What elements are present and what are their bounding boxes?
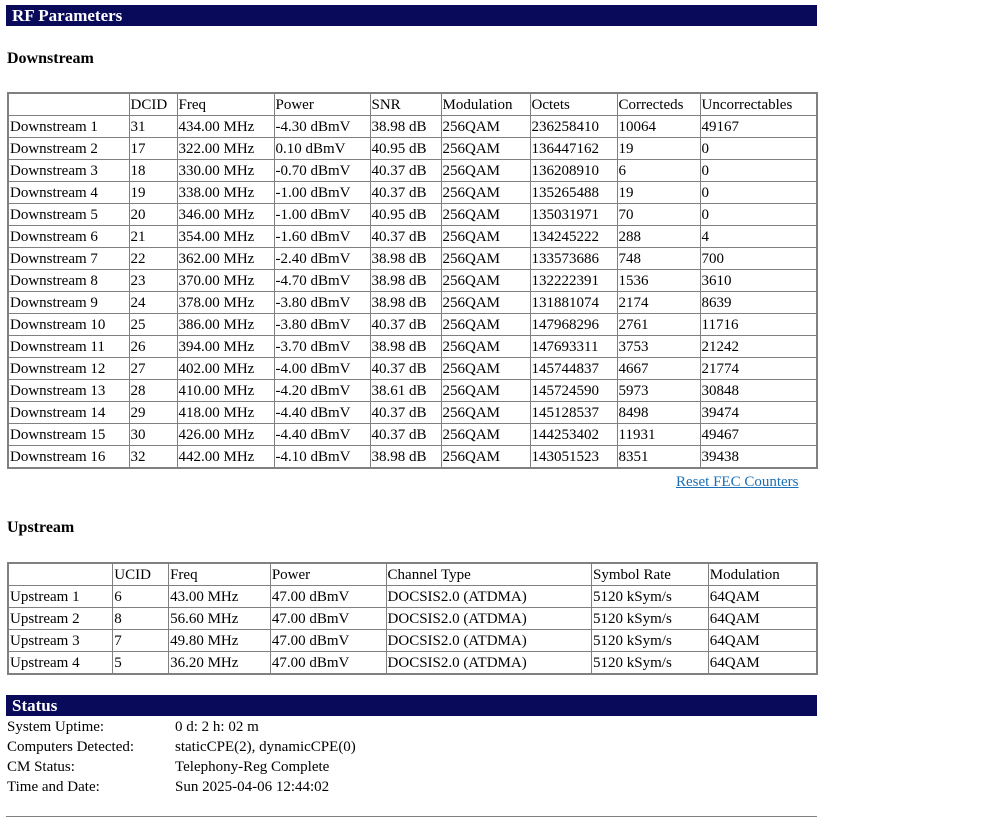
table-cell: Downstream 15	[8, 424, 129, 446]
upstream-column-header: Freq	[169, 563, 271, 586]
table-cell: 24	[129, 292, 177, 314]
downstream-column-header: Correcteds	[617, 93, 700, 116]
table-cell: 3753	[617, 336, 700, 358]
status-label: System Uptime:	[7, 719, 105, 735]
table-cell: 4667	[617, 358, 700, 380]
upstream-heading: Upstream	[7, 519, 75, 536]
table-cell: 28	[129, 380, 177, 402]
table-cell: Downstream 12	[8, 358, 129, 380]
table-cell: 1536	[617, 270, 700, 292]
table-cell: 38.98 dB	[370, 292, 441, 314]
table-cell: 256QAM	[441, 204, 530, 226]
table-cell: Downstream 8	[8, 270, 129, 292]
table-cell: 32	[129, 446, 177, 469]
table-row	[8, 402, 817, 424]
table-cell: 288	[617, 226, 700, 248]
table-row	[8, 270, 817, 292]
table-cell: 362.00 MHz	[177, 248, 274, 270]
table-cell: Downstream 1	[8, 116, 129, 138]
table-cell: 7	[113, 630, 169, 652]
table-cell: Downstream 9	[8, 292, 129, 314]
table-cell: 5120 kSym/s	[592, 630, 709, 652]
downstream-table	[7, 92, 818, 469]
table-cell: 0	[700, 138, 817, 160]
table-cell: -4.20 dBmV	[274, 380, 370, 402]
table-cell: 49.80 MHz	[169, 630, 271, 652]
table-cell: 64QAM	[708, 586, 817, 608]
table-cell: 0.10 dBmV	[274, 138, 370, 160]
table-cell: -1.00 dBmV	[274, 204, 370, 226]
table-row	[8, 652, 817, 675]
table-cell: 22	[129, 248, 177, 270]
table-cell: 47.00 dBmV	[270, 608, 386, 630]
table-cell: 64QAM	[708, 652, 817, 675]
table-cell: 19	[617, 182, 700, 204]
table-cell: 38.98 dB	[370, 336, 441, 358]
table-cell: -3.80 dBmV	[274, 314, 370, 336]
table-cell: 135265488	[530, 182, 617, 204]
table-cell: 132222391	[530, 270, 617, 292]
table-row	[8, 226, 817, 248]
table-cell: 17	[129, 138, 177, 160]
table-cell: 8	[113, 608, 169, 630]
table-cell: 21774	[700, 358, 817, 380]
table-cell: 43.00 MHz	[169, 586, 271, 608]
table-cell: 131881074	[530, 292, 617, 314]
table-cell: 145744837	[530, 358, 617, 380]
table-cell: 40.37 dB	[370, 358, 441, 380]
table-cell: -1.60 dBmV	[274, 226, 370, 248]
table-cell: Upstream 1	[8, 586, 113, 608]
table-cell: 56.60 MHz	[169, 608, 271, 630]
table-cell: 386.00 MHz	[177, 314, 274, 336]
table-cell: 256QAM	[441, 402, 530, 424]
table-row	[8, 630, 817, 652]
table-cell: 147968296	[530, 314, 617, 336]
table-cell: 3610	[700, 270, 817, 292]
table-cell: 0	[700, 160, 817, 182]
table-cell: -2.40 dBmV	[274, 248, 370, 270]
table-cell: 147693311	[530, 336, 617, 358]
table-row	[8, 248, 817, 270]
table-cell: 21242	[700, 336, 817, 358]
table-cell: DOCSIS2.0 (ATDMA)	[386, 652, 591, 675]
table-row	[8, 138, 817, 160]
table-cell: -4.00 dBmV	[274, 358, 370, 380]
table-cell: Downstream 11	[8, 336, 129, 358]
table-cell: 330.00 MHz	[177, 160, 274, 182]
table-cell: 40.37 dB	[370, 182, 441, 204]
table-cell: 8351	[617, 446, 700, 469]
table-cell: 47.00 dBmV	[270, 586, 386, 608]
table-cell: 11716	[700, 314, 817, 336]
table-cell: 134245222	[530, 226, 617, 248]
reset-fec-counters-link[interactable]: Reset FEC Counters	[676, 474, 799, 490]
table-cell: 354.00 MHz	[177, 226, 274, 248]
table-row	[8, 446, 817, 469]
table-cell: Downstream 2	[8, 138, 129, 160]
upstream-column-header: Symbol Rate	[592, 563, 709, 586]
downstream-heading: Downstream	[7, 50, 94, 67]
table-cell: 49467	[700, 424, 817, 446]
table-row	[8, 380, 817, 402]
table-cell: 256QAM	[441, 336, 530, 358]
table-cell: Downstream 16	[8, 446, 129, 469]
table-cell: 256QAM	[441, 226, 530, 248]
table-cell: 40.37 dB	[370, 226, 441, 248]
table-cell: 256QAM	[441, 314, 530, 336]
status-value: staticCPE(2), dynamicCPE(0)	[175, 739, 356, 755]
table-cell: 256QAM	[441, 270, 530, 292]
table-cell: DOCSIS2.0 (ATDMA)	[386, 586, 591, 608]
upstream-table	[7, 562, 818, 675]
table-cell: 426.00 MHz	[177, 424, 274, 446]
table-cell: 38.98 dB	[370, 248, 441, 270]
downstream-column-header: Freq	[177, 93, 274, 116]
table-cell: 47.00 dBmV	[270, 630, 386, 652]
table-row	[8, 204, 817, 226]
table-cell: 5120 kSym/s	[592, 608, 709, 630]
table-cell: 21	[129, 226, 177, 248]
table-cell: 700	[700, 248, 817, 270]
status-value: Telephony-Reg Complete	[175, 759, 330, 775]
table-cell: 31	[129, 116, 177, 138]
table-cell: -3.80 dBmV	[274, 292, 370, 314]
table-cell: 39474	[700, 402, 817, 424]
table-cell: 5120 kSym/s	[592, 586, 709, 608]
table-cell: 322.00 MHz	[177, 138, 274, 160]
table-cell: 418.00 MHz	[177, 402, 274, 424]
status-value: 0 d: 2 h: 02 m	[175, 719, 259, 735]
table-cell: 338.00 MHz	[177, 182, 274, 204]
table-cell: 19	[617, 138, 700, 160]
table-cell: 5	[113, 652, 169, 675]
table-cell: 36.20 MHz	[169, 652, 271, 675]
table-cell: Upstream 2	[8, 608, 113, 630]
table-cell: 6	[113, 586, 169, 608]
table-cell: Downstream 3	[8, 160, 129, 182]
table-cell: 40.95 dB	[370, 204, 441, 226]
status-header: Status	[6, 695, 817, 716]
table-cell: Downstream 5	[8, 204, 129, 226]
upstream-header-row	[8, 563, 817, 586]
table-cell: 145128537	[530, 402, 617, 424]
table-cell: Downstream 6	[8, 226, 129, 248]
status-label: Time and Date:	[7, 779, 100, 795]
table-cell: 6	[617, 160, 700, 182]
table-cell: 135031971	[530, 204, 617, 226]
downstream-column-header: Octets	[530, 93, 617, 116]
table-cell: 370.00 MHz	[177, 270, 274, 292]
table-cell: 5973	[617, 380, 700, 402]
table-cell: 256QAM	[441, 248, 530, 270]
table-cell: 40.37 dB	[370, 424, 441, 446]
table-cell: 27	[129, 358, 177, 380]
table-cell: 38.98 dB	[370, 116, 441, 138]
table-cell: 5120 kSym/s	[592, 652, 709, 675]
table-cell: 25	[129, 314, 177, 336]
table-cell: 40.37 dB	[370, 402, 441, 424]
table-cell: 136208910	[530, 160, 617, 182]
table-cell: 4	[700, 226, 817, 248]
table-cell: 0	[700, 204, 817, 226]
table-cell: 143051523	[530, 446, 617, 469]
table-cell: Upstream 3	[8, 630, 113, 652]
table-cell: 40.37 dB	[370, 160, 441, 182]
table-row	[8, 586, 817, 608]
table-cell: 256QAM	[441, 116, 530, 138]
table-cell: 2174	[617, 292, 700, 314]
table-cell: 19	[129, 182, 177, 204]
table-cell: DOCSIS2.0 (ATDMA)	[386, 608, 591, 630]
table-cell: 64QAM	[708, 608, 817, 630]
table-cell: 26	[129, 336, 177, 358]
table-cell: 47.00 dBmV	[270, 652, 386, 675]
table-cell: 256QAM	[441, 182, 530, 204]
table-cell: 30	[129, 424, 177, 446]
table-cell: 346.00 MHz	[177, 204, 274, 226]
table-cell: -3.70 dBmV	[274, 336, 370, 358]
table-row	[8, 424, 817, 446]
bottom-divider	[6, 816, 817, 817]
table-row	[8, 292, 817, 314]
table-cell: 29	[129, 402, 177, 424]
downstream-header-row	[8, 93, 817, 116]
table-cell: 256QAM	[441, 292, 530, 314]
table-cell: 70	[617, 204, 700, 226]
downstream-column-header: Modulation	[441, 93, 530, 116]
table-cell: 38.61 dB	[370, 380, 441, 402]
table-cell: 40.95 dB	[370, 138, 441, 160]
table-row	[8, 358, 817, 380]
rf-parameters-header: RF Parameters	[6, 5, 817, 26]
table-cell: 136447162	[530, 138, 617, 160]
table-cell: 236258410	[530, 116, 617, 138]
table-cell: 64QAM	[708, 630, 817, 652]
table-row	[8, 182, 817, 204]
table-cell: DOCSIS2.0 (ATDMA)	[386, 630, 591, 652]
downstream-column-header: DCID	[129, 93, 177, 116]
table-cell: 38.98 dB	[370, 270, 441, 292]
downstream-column-header: SNR	[370, 93, 441, 116]
table-row	[8, 160, 817, 182]
table-cell: 30848	[700, 380, 817, 402]
upstream-column-header	[8, 563, 113, 586]
table-cell: 434.00 MHz	[177, 116, 274, 138]
table-cell: -4.40 dBmV	[274, 402, 370, 424]
table-cell: 20	[129, 204, 177, 226]
table-row	[8, 314, 817, 336]
downstream-column-header: Uncorrectables	[700, 93, 817, 116]
table-cell: 410.00 MHz	[177, 380, 274, 402]
table-cell: 23	[129, 270, 177, 292]
upstream-column-header: Modulation	[708, 563, 817, 586]
table-row	[8, 116, 817, 138]
table-cell: 11931	[617, 424, 700, 446]
status-value: Sun 2025-04-06 12:44:02	[175, 779, 330, 795]
table-cell: 0	[700, 182, 817, 204]
table-cell: 256QAM	[441, 446, 530, 469]
table-cell: 39438	[700, 446, 817, 469]
status-label: Computers Detected:	[7, 739, 135, 755]
table-cell: 2761	[617, 314, 700, 336]
table-row	[8, 608, 817, 630]
table-cell: 8498	[617, 402, 700, 424]
table-cell: Downstream 13	[8, 380, 129, 402]
table-cell: 144253402	[530, 424, 617, 446]
table-cell: Downstream 4	[8, 182, 129, 204]
table-cell: 145724590	[530, 380, 617, 402]
table-cell: 49167	[700, 116, 817, 138]
table-cell: 378.00 MHz	[177, 292, 274, 314]
upstream-column-header: UCID	[113, 563, 169, 586]
table-cell: -4.40 dBmV	[274, 424, 370, 446]
table-cell: Upstream 4	[8, 652, 113, 675]
table-cell: Downstream 7	[8, 248, 129, 270]
downstream-column-header: Power	[274, 93, 370, 116]
table-cell: Downstream 14	[8, 402, 129, 424]
table-cell: 748	[617, 248, 700, 270]
table-cell: 38.98 dB	[370, 446, 441, 469]
table-cell: 10064	[617, 116, 700, 138]
table-row	[8, 336, 817, 358]
table-cell: 256QAM	[441, 160, 530, 182]
table-cell: 442.00 MHz	[177, 446, 274, 469]
table-cell: 40.37 dB	[370, 314, 441, 336]
table-cell: 256QAM	[441, 358, 530, 380]
table-cell: -4.10 dBmV	[274, 446, 370, 469]
table-cell: -4.70 dBmV	[274, 270, 370, 292]
table-cell: -1.00 dBmV	[274, 182, 370, 204]
upstream-column-header: Channel Type	[386, 563, 591, 586]
table-cell: 256QAM	[441, 424, 530, 446]
table-cell: 18	[129, 160, 177, 182]
table-cell: 256QAM	[441, 138, 530, 160]
status-label: CM Status:	[7, 759, 75, 775]
table-cell: 133573686	[530, 248, 617, 270]
table-cell: 394.00 MHz	[177, 336, 274, 358]
table-cell: 8639	[700, 292, 817, 314]
table-cell: -4.30 dBmV	[274, 116, 370, 138]
upstream-column-header: Power	[270, 563, 386, 586]
downstream-column-header	[8, 93, 129, 116]
table-cell: Downstream 10	[8, 314, 129, 336]
table-cell: 402.00 MHz	[177, 358, 274, 380]
table-cell: -0.70 dBmV	[274, 160, 370, 182]
table-cell: 256QAM	[441, 380, 530, 402]
